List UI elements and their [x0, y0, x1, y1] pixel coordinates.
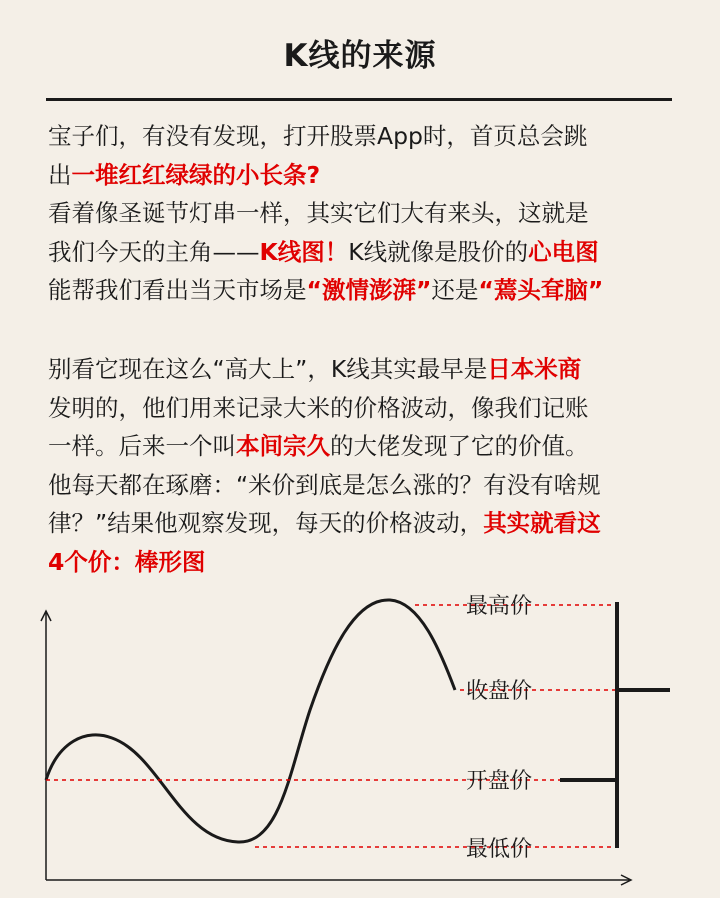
highlight-text: 心电图 — [528, 237, 599, 266]
text-line — [48, 427, 688, 466]
body-text: 的大佬发现了它的价值。 — [330, 432, 589, 460]
text-line — [48, 194, 688, 233]
highlight-text: 4个价：棒形图 — [48, 547, 206, 576]
open-price-label: 开盘价 — [466, 769, 533, 794]
body-text: 律？”结果他观察发现，每天的价格波动， — [48, 509, 484, 537]
text-line — [48, 350, 688, 389]
text-line — [48, 543, 688, 582]
text-line — [48, 389, 688, 428]
highlight-text: 其实就看这 — [483, 509, 601, 537]
body-text: 别看它现在这么“高大上”，K线其实最早是 — [48, 355, 488, 383]
low-price-label: 最低价 — [466, 837, 533, 862]
intro-paragraph — [48, 117, 688, 310]
body-text: 发明的，他们用来记录大米的价格波动，像我们记账 — [48, 393, 589, 422]
text-line — [48, 156, 688, 195]
text-line — [48, 271, 688, 310]
price-curve-diagram — [0, 590, 720, 898]
highlight-text: 一堆红红绿绿的小长条? — [71, 160, 321, 189]
close-price-label: 收盘价 — [466, 679, 533, 704]
body-text: 还是 — [431, 276, 479, 304]
body-text: 看着像圣诞节灯串一样，其实它们大有来头，这就是 — [48, 199, 589, 227]
text-line — [48, 233, 688, 272]
body-text: 一样。后来一个叫 — [48, 432, 236, 460]
body-text: 宝子们，有没有发现，打开股票App时，首页总会跳 — [48, 122, 588, 150]
price-curve — [46, 600, 455, 842]
body-text: 能帮我们看出当天市场是 — [48, 276, 307, 304]
history-paragraph — [48, 350, 688, 581]
high-price-label: 最高价 — [466, 594, 533, 619]
body-text: 我们今天的主角—— — [48, 237, 260, 266]
text-line — [48, 466, 688, 505]
title-divider — [46, 98, 672, 101]
highlight-text: “蔫头耷脑” — [478, 276, 604, 304]
highlight-text: 日本米商 — [487, 355, 582, 383]
highlight-text: K线图！ — [259, 237, 349, 266]
page-title: K线的来源 — [283, 38, 437, 74]
highlight-text: “激情澎湃” — [306, 276, 432, 304]
body-text: 出 — [48, 160, 72, 189]
text-line — [48, 117, 688, 156]
body-text: 他每天都在琢磨：“米价到底是怎么涨的？有没有啥规 — [48, 470, 601, 499]
highlight-text: 本间宗久 — [236, 432, 330, 460]
body-text: K线就像是股价的 — [348, 237, 529, 266]
text-line — [48, 504, 688, 543]
